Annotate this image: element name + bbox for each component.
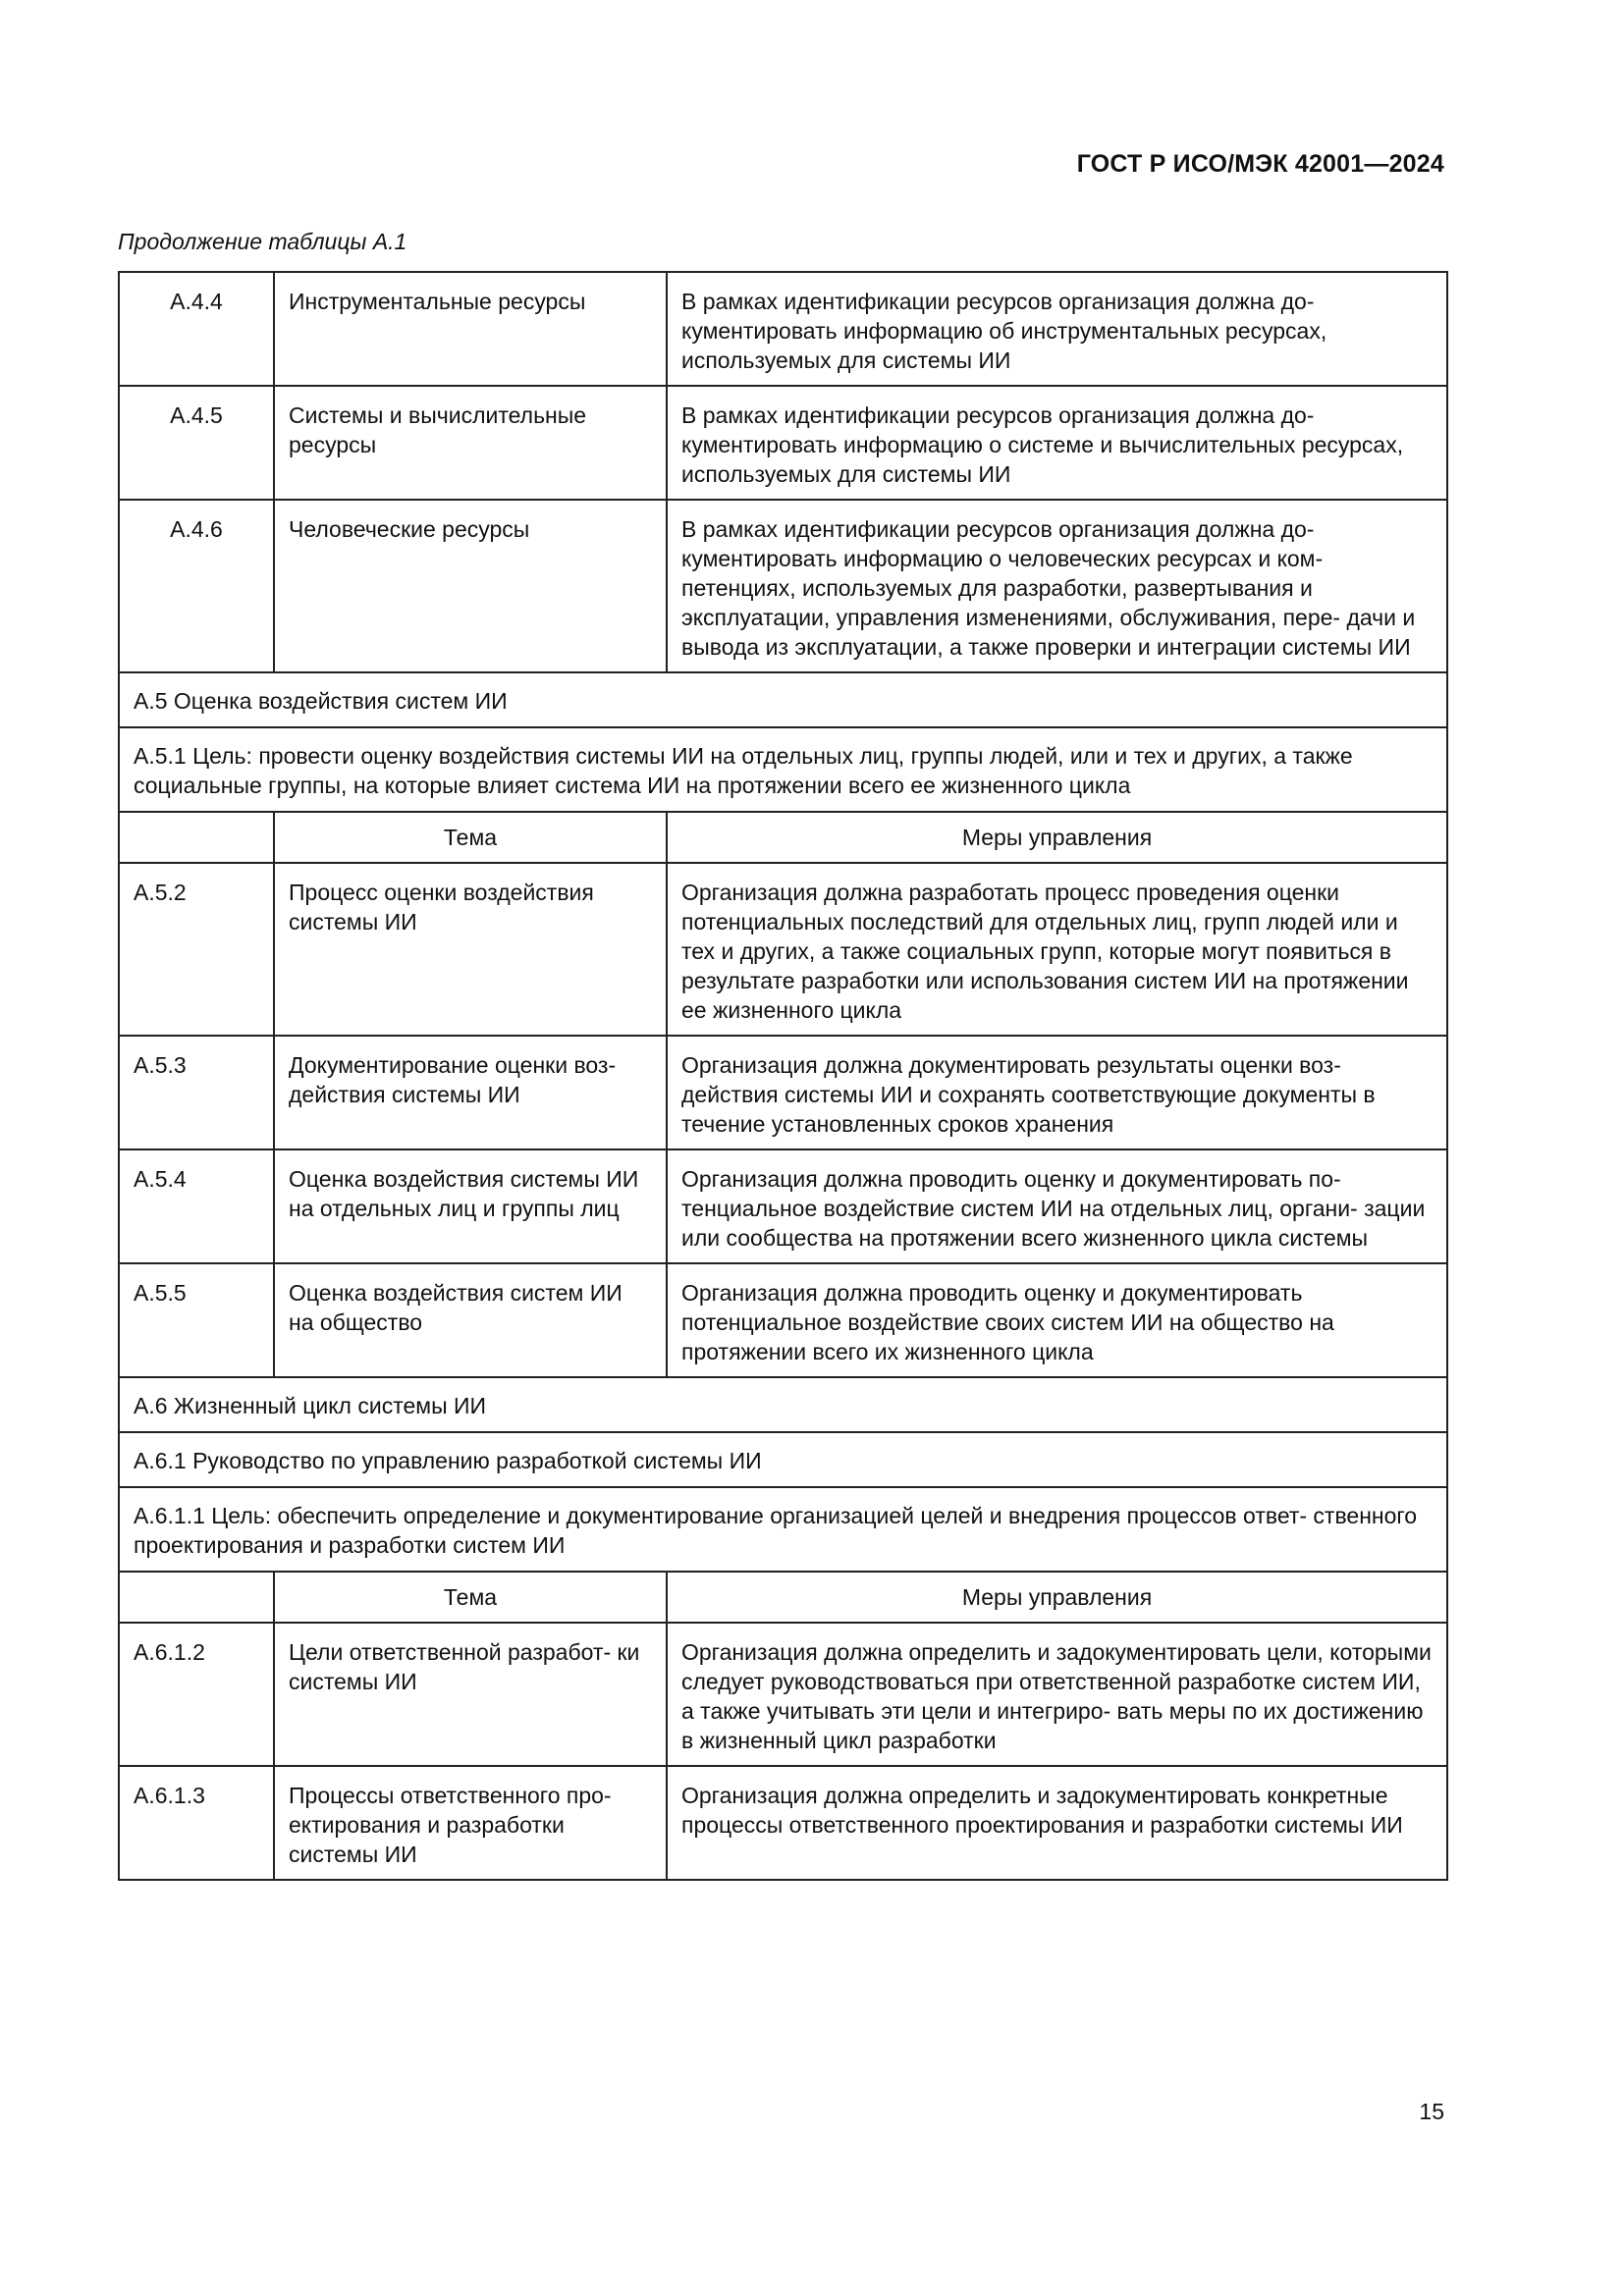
control-code: А.5.5 [119,1263,274,1377]
control-topic: Оценка воздействия систем ИИ на общество [274,1263,667,1377]
control-topic: Системы и вычислительные ресурсы [274,386,667,500]
section-title-a5: А.5 Оценка воздействия систем ИИ [119,672,1447,727]
column-header-row [119,812,1447,863]
table-row [119,1766,1447,1880]
table-row [119,1623,1447,1766]
control-code: А.5.4 [119,1149,274,1263]
column-header-blank [119,812,274,863]
table-caption: Продолжение таблицы А.1 [118,229,407,254]
control-measure: Организация должна проводить оценку и документировать по- тенциальное воздействие систем ИИ на отдельных лиц, органи- зации или сообщества на протяжении всего жизненного цикла системы [667,1149,1447,1263]
control-measure: В рамках идентификации ресурсов организация должна до- кументировать информацию о человеческих ресурсах и ком- петенциях, используемых для разработки, развертывания и эксплуатации, управления изменениями, обслуживания, пере- дачи и вывода из эксплуатации, а также проверки и интеграции системы ИИ [667,500,1447,672]
column-header-blank [119,1572,274,1623]
column-header-measures: Меры управления [667,1572,1447,1623]
control-topic: Цели ответственной разработ- ки системы ИИ [274,1623,667,1766]
table-row [119,1149,1447,1263]
table-row [119,863,1447,1036]
control-measure: В рамках идентификации ресурсов организация должна до- кументировать информацию об инструментальных ресурсах, используемых для системы ИИ [667,272,1447,386]
control-code: А.4.5 [119,386,274,500]
control-measure: Организация должна разработать процесс проведения оценки потенциальных последствий для отдельных лиц, групп людей или и тех и других, а также социальных групп, которые могут появиться в результате разработки или использования систем ИИ на протяжении ее жизненного цикла [667,863,1447,1036]
objective-a6-1-1: А.6.1.1 Цель: обеспечить определение и документирование организацией целей и внедрения процессов ответ- ственного проектирования и разработки систем ИИ [119,1487,1447,1572]
table-row [119,386,1447,500]
control-measure: Организация должна проводить оценку и документировать потенциальное воздействие своих систем ИИ на общество на протяжении всего их жизненного цикла [667,1263,1447,1377]
control-topic: Человеческие ресурсы [274,500,667,672]
control-code: А.5.3 [119,1036,274,1149]
document-header: ГОСТ Р ИСО/МЭК 42001—2024 [1076,150,1444,178]
control-code: А.6.1.3 [119,1766,274,1880]
section-row [119,672,1447,727]
column-header-topic: Тема [274,1572,667,1623]
objective-a5-1: А.5.1 Цель: провести оценку воздействия системы ИИ на отдельных лиц, группы людей, или и тех и других, а также социальные группы, на которые влияет система ИИ на протяжении всего ее жизненного цикла [119,727,1447,812]
subsection-title-a6-1: А.6.1 Руководство по управлению разработкой системы ИИ [119,1432,1447,1487]
section-title-a6: А.6 Жизненный цикл системы ИИ [119,1377,1447,1432]
control-topic: Оценка воздействия системы ИИ на отдельных лиц и группы лиц [274,1149,667,1263]
objective-row [119,1487,1447,1572]
control-code: А.4.6 [119,500,274,672]
subsection-row [119,1432,1447,1487]
objective-row [119,727,1447,812]
table-row [119,272,1447,386]
control-topic: Документирование оценки воз- действия системы ИИ [274,1036,667,1149]
column-header-row [119,1572,1447,1623]
control-code: А.4.4 [119,272,274,386]
control-measure: В рамках идентификации ресурсов организация должна до- кументировать информацию о системе и вычислительных ресурсах, используемых для системы ИИ [667,386,1447,500]
column-header-topic: Тема [274,812,667,863]
control-code: А.6.1.2 [119,1623,274,1766]
page-number: 15 [1419,2099,1444,2124]
control-code: А.5.2 [119,863,274,1036]
control-topic: Инструментальные ресурсы [274,272,667,386]
control-measure: Организация должна документировать результаты оценки воз- действия системы ИИ и сохранять соответствующие документы в течение установленных сроков хранения [667,1036,1447,1149]
column-header-measures: Меры управления [667,812,1447,863]
section-row [119,1377,1447,1432]
control-topic: Процесс оценки воздействия системы ИИ [274,863,667,1036]
control-measure: Организация должна определить и задокументировать цели, которыми следует руководствоваться при ответственной разработке систем ИИ, а также учитывать эти цели и интегриро- вать меры по их достижению в жизненный цикл разработки [667,1623,1447,1766]
control-topic: Процессы ответственного про- ектирования и разработки системы ИИ [274,1766,667,1880]
table-row [119,1263,1447,1377]
table-row [119,500,1447,672]
control-measure: Организация должна определить и задокументировать конкретные процессы ответственного проектирования и разработки системы ИИ [667,1766,1447,1880]
table-row [119,1036,1447,1149]
controls-table [118,271,1448,1881]
